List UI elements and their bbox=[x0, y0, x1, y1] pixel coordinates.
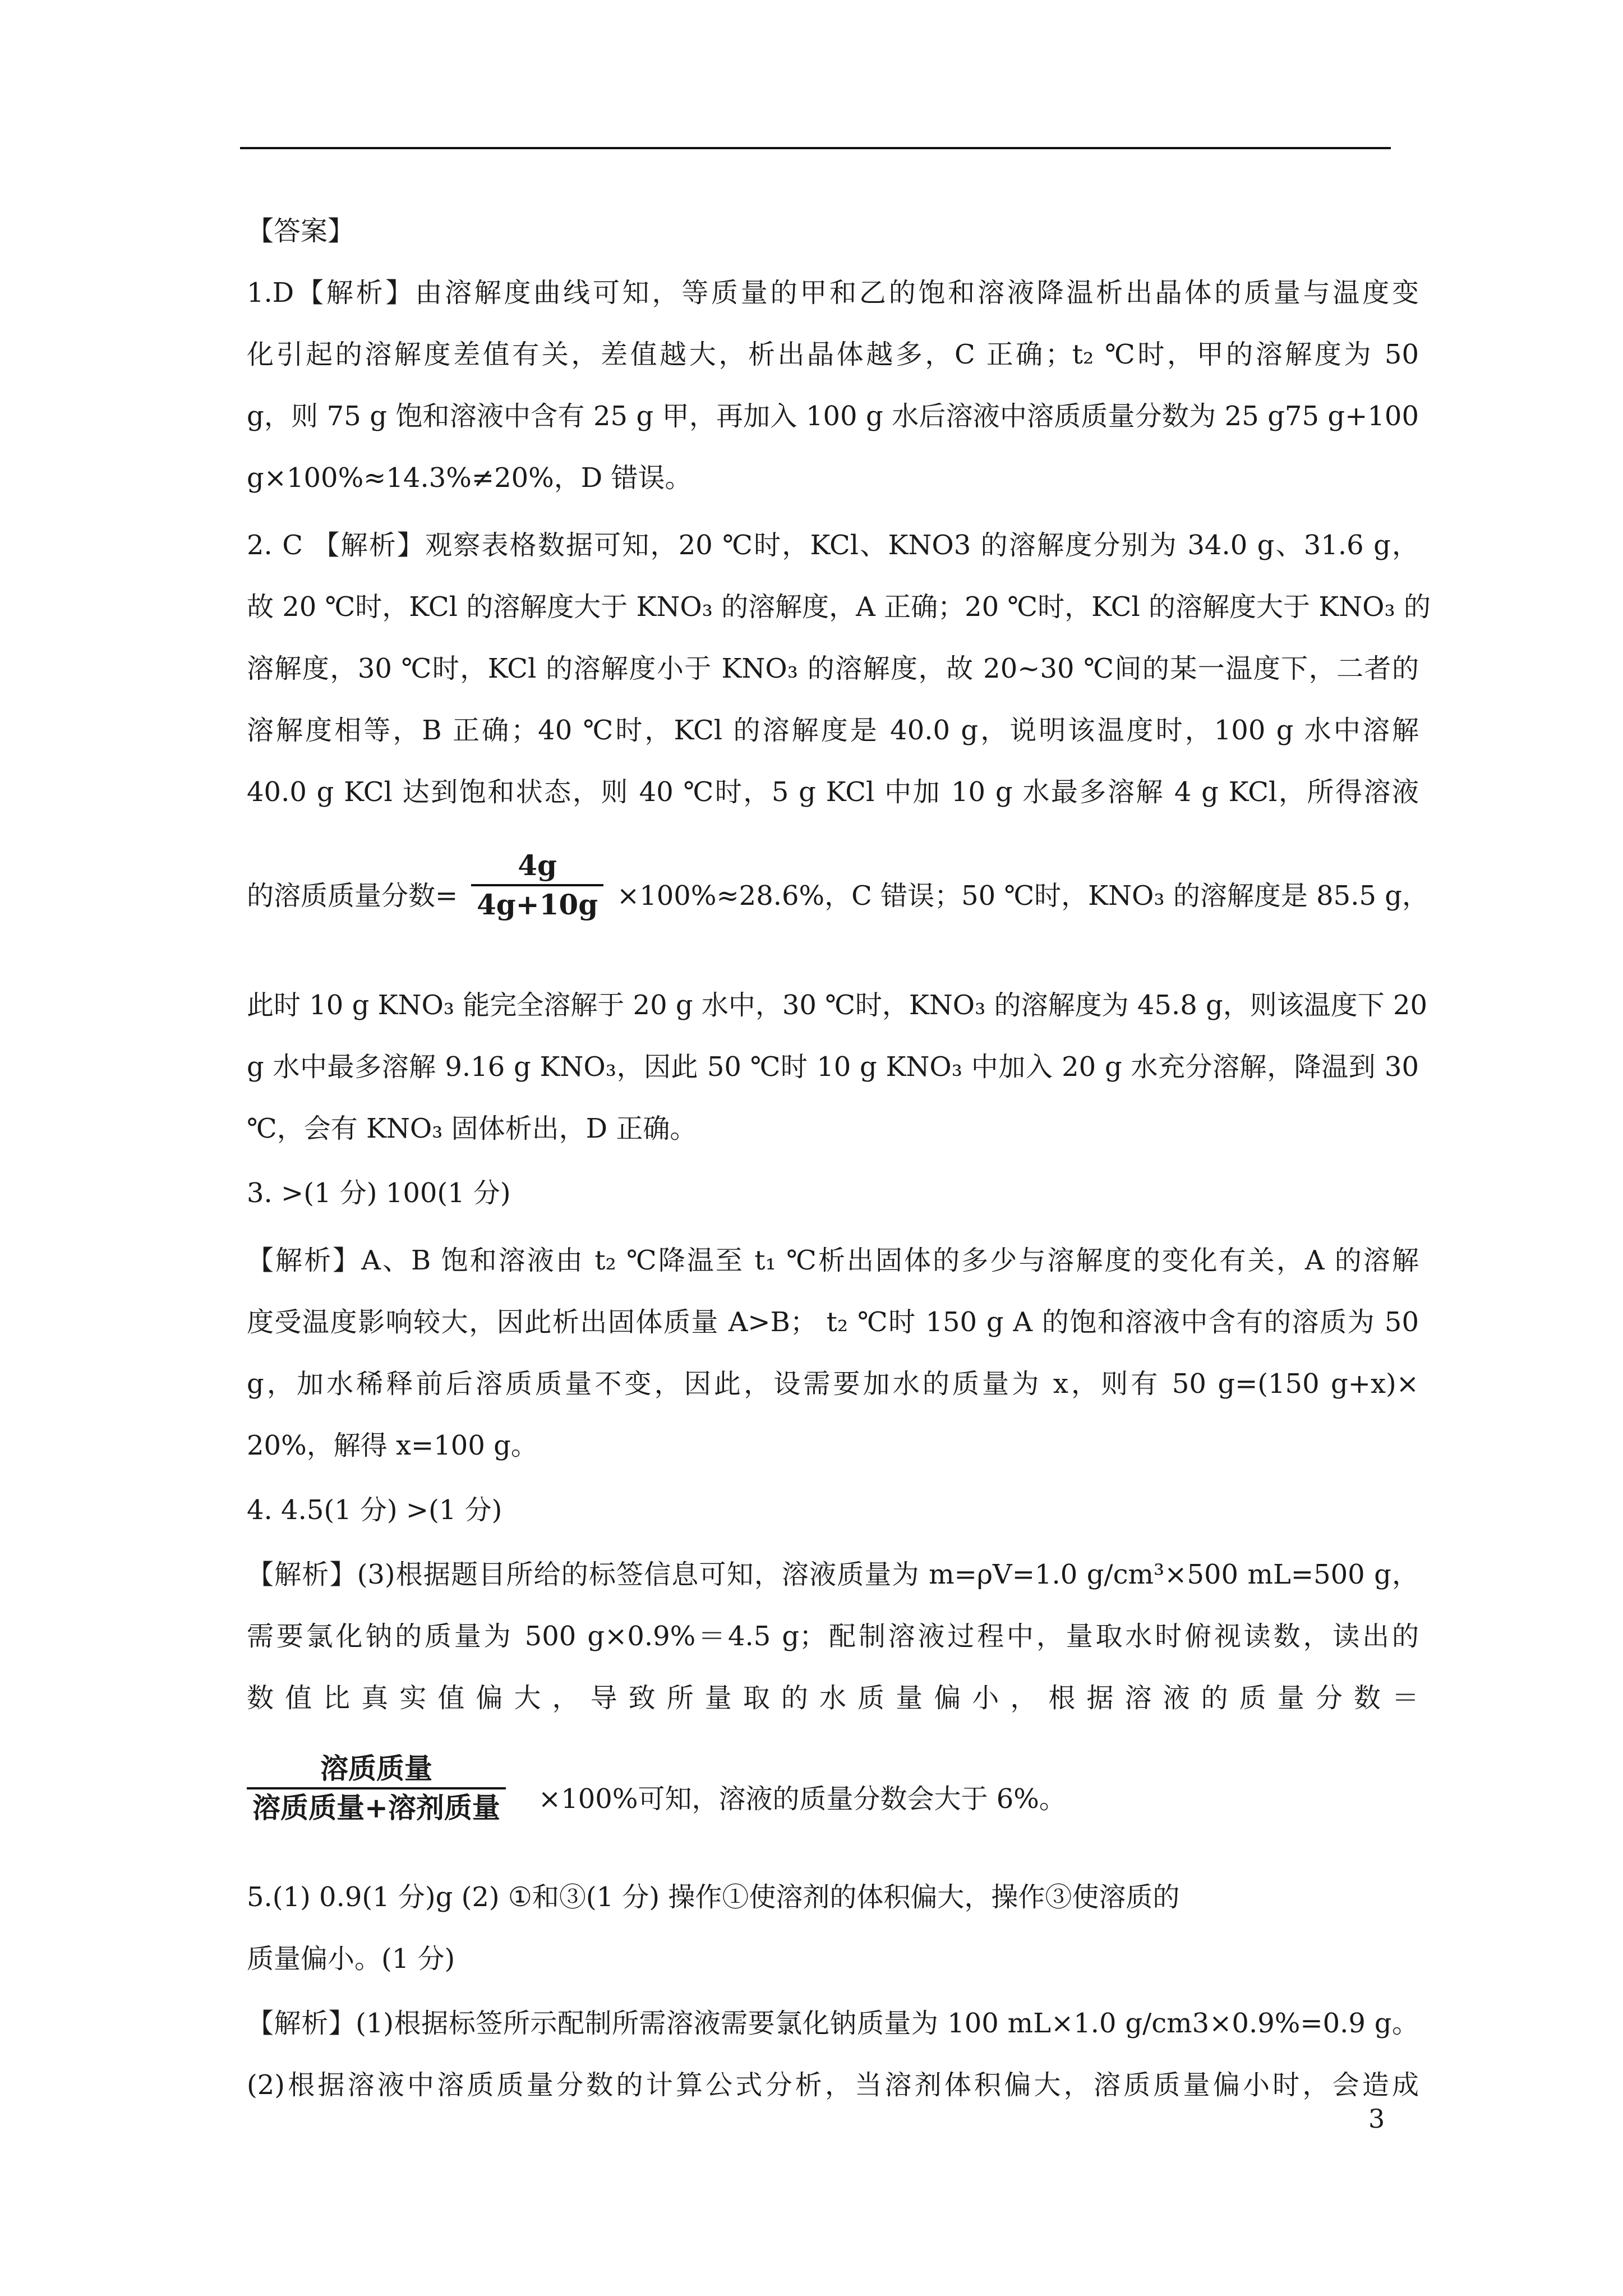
header-rule bbox=[240, 147, 1391, 149]
fraction-denominator: 溶质质量+溶剂质量 bbox=[252, 1791, 500, 1824]
text-line: 化引起的溶解度差值有关，差值越大，析出晶体越多，C 正确；t₂ ℃时，甲的溶解度为 50 bbox=[247, 339, 1419, 370]
answer-heading: 【答案】 bbox=[247, 215, 355, 247]
text-line: 5.(1) 0.9(1 分)g (2) ①和③(1 分) 操作①使溶剂的体积偏大，操作③使溶质的 bbox=[247, 1881, 1180, 1913]
text-line: 【解析】A、B 饱和溶液由 t₂ ℃降温至 t₁ ℃析出固体的多少与溶解度的变化有关，A 的溶解 bbox=[247, 1245, 1419, 1276]
text-line: g 水中最多溶解 9.16 g KNO₃，因此 50 ℃时 10 g KNO₃ 中加入 20 g 水充分溶解，降温到 30 bbox=[247, 1051, 1419, 1083]
text-line: 溶解度，30 ℃时，KCl 的溶解度小于 KNO₃ 的溶解度，故 20~30 ℃间的某一温度下，二者的 bbox=[247, 653, 1419, 684]
text-line: 故 20 ℃时，KCl 的溶解度大于 KNO₃ 的溶解度，A 正确；20 ℃时，KCl 的溶解度大于 KNO₃ 的 bbox=[247, 591, 1431, 623]
text-line: 需要氯化钠的质量为 500 g×0.9%＝4.5 g；配制溶液过程中，量取水时俯视读数，读出的 bbox=[247, 1621, 1419, 1652]
text-line: 【解析】(1)根据标签所示配制所需溶液需要氯化钠质量为 100 mL×1.0 g/cm3×0.9%=0.9 g。 bbox=[247, 2008, 1419, 2039]
text-line: 4. 4.5(1 分) >(1 分) bbox=[247, 1494, 502, 1526]
text-line: 溶解度相等，B 正确；40 ℃时，KCl 的溶解度是 40.0 g，说明该温度时，100 g 水中溶解 bbox=[247, 715, 1419, 746]
text-line: ℃，会有 KNO₃ 固体析出，D 正确。 bbox=[247, 1113, 697, 1144]
text-line: 3. >(1 分) 100(1 分) bbox=[247, 1177, 511, 1209]
text-line: 1.D【解析】由溶解度曲线可知，等质量的甲和乙的饱和溶液降温析出晶体的质量与温度变 bbox=[247, 277, 1419, 309]
text-line: g，则 75 g 饱和溶液中含有 25 g 甲，再加入 100 g 水后溶液中溶质质量分数为 25 g75 g+100 bbox=[247, 401, 1419, 432]
text-line: 此时 10 g KNO₃ 能完全溶解于 20 g 水中，30 ℃时，KNO₃ 的溶解度为 45.8 g，则该温度下 20 bbox=[247, 990, 1428, 1021]
text-line: ×100%可知，溶液的质量分数会大于 6%。 bbox=[538, 1783, 1066, 1815]
page-number: 3 bbox=[1368, 2104, 1385, 2134]
text-line: 2. C 【解析】观察表格数据可知，20 ℃时，KCl、KNO3 的溶解度分别为 34.0 g、31.6 g， bbox=[247, 530, 1419, 561]
text-line: g×100%≈14.3%≠20%，D 错误。 bbox=[247, 462, 692, 494]
text-line: 质量偏小。(1 分) bbox=[247, 1943, 455, 1975]
fraction-formula bbox=[247, 1750, 506, 1826]
text-line: ×100%≈28.6%，C 错误；50 ℃时，KNO₃ 的溶解度是 85.5 g， bbox=[617, 880, 1429, 912]
text-line: 40.0 g KCl 达到饱和状态，则 40 ℃时，5 g KCl 中加 10 g 水最多溶解 4 g KCl，所得溶液 bbox=[247, 776, 1419, 808]
fraction-numerator: 4g bbox=[518, 849, 557, 882]
text-line: 20%，解得 x=100 g。 bbox=[247, 1430, 538, 1461]
fraction-denominator: 4g+10g bbox=[477, 888, 598, 921]
text-line: 数值比真实值偏大，导致所量取的水质量偏小，根据溶液的质量分数＝ bbox=[247, 1682, 1419, 1714]
text-line: 度受温度影响较大，因此析出固体质量 A>B； t₂ ℃时 150 g A 的饱和溶液中含有的溶质为 50 bbox=[247, 1306, 1419, 1338]
text-line: g，加水稀释前后溶质质量不变，因此，设需要加水的质量为 x，则有 50 g=(150 g+x)× bbox=[247, 1368, 1419, 1400]
fraction-formula bbox=[471, 847, 603, 923]
text-line: 的溶质质量分数= bbox=[247, 880, 458, 912]
text-line: 【解析】(3)根据题目所给的标签信息可知，溶液质量为 m=ρV=1.0 g/cm³×500 mL=500 g， bbox=[247, 1559, 1419, 1590]
fraction-numerator: 溶质质量 bbox=[320, 1752, 432, 1785]
text-line: (2)根据溶液中溶质质量分数的计算公式分析，当溶剂体积偏大，溶质质量偏小时，会造成 bbox=[247, 2069, 1419, 2101]
